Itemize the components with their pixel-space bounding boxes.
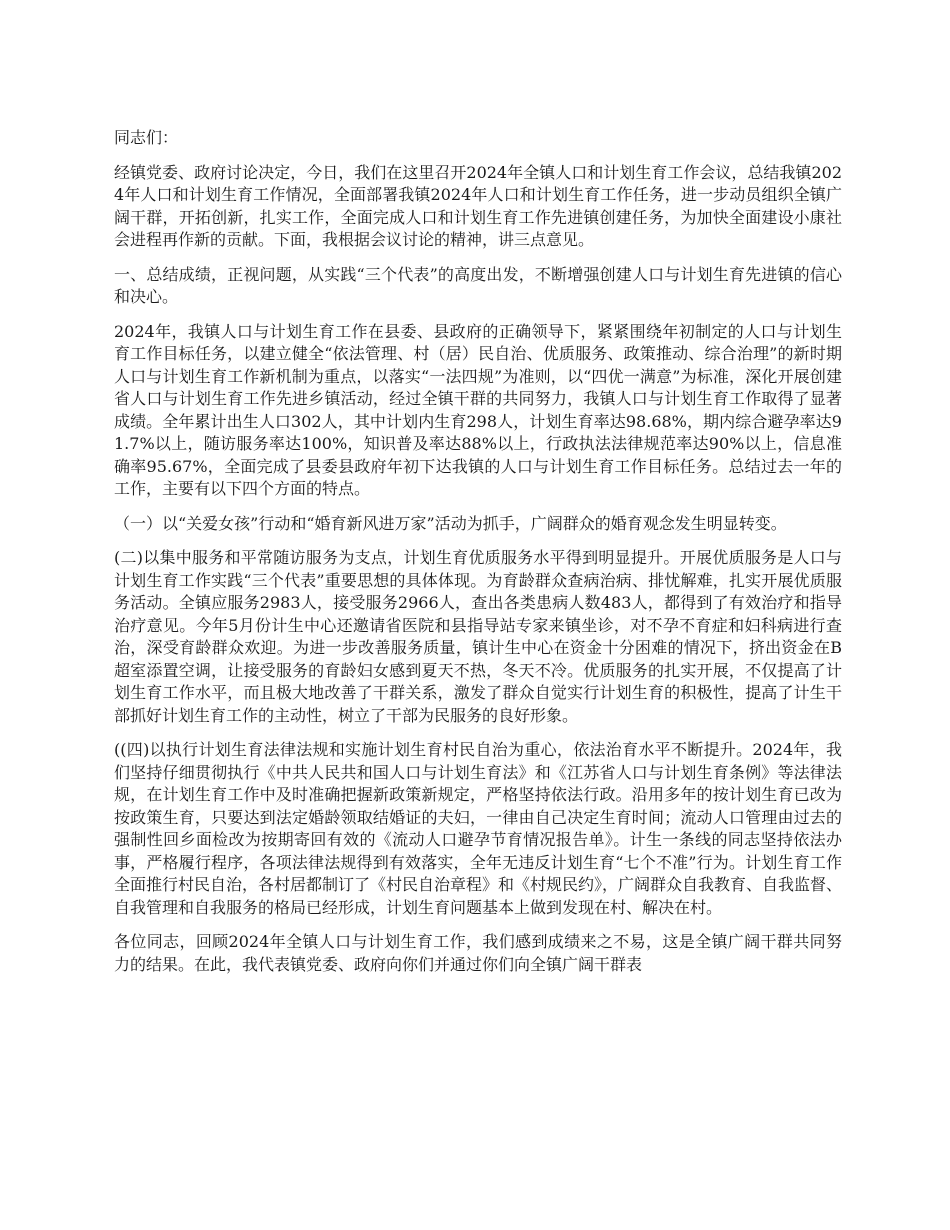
- salutation: 同志们：: [114, 128, 179, 147]
- document-body: [114, 127, 842, 988]
- subsection-2: (二)以集中服务和平常随访服务为支点，计划生育优质服务水平得到明显提升。开展优质服务是人口与计划生育工作实践“三个代表”重要思想的具体体现。为育龄群众查病治病、排忧解难，扎实开展优质服务活动。全镇应服务2983人，接受服务2966人，查出各类患病人数483人，都得到了有效治疗和指导治疗意见。今年5月份计生中心还邀请省医院和县指导站专家来镇坐诊，对不孕不育症和妇科病进行查治，深受育龄群众欢迎。为进一步改善服务质量，镇计生中心在资金十分困难的情况下，挤出资金在B超室添置空调，让接受服务的育龄妇女感到夏天不热，冬天不冷。优质服务的扎实开展，不仅提高了计划生育工作水平，而且极大地改善了干群关系，激发了群众自觉实行计划生育的积极性，提高了计生干部抓好计划生育工作的主动性，树立了干部为民服务的良好形象。: [114, 548, 842, 725]
- subsection-1: （一）以“关爱女孩”行动和“婚育新风进万家”活动为抓手，广阔群众的婚育观念发生明显转变。: [114, 513, 787, 533]
- paragraph-review: 各位同志，回顾2024年全镇人口与计划生育工作，我们感到成绩来之不易，这是全镇广阔干群共同努力的结果。在此，我代表镇党委、政府向你们并通过你们向全镇广阔干群表: [114, 932, 842, 974]
- paragraph-opening: 经镇党委、政府讨论决定，今日，我们在这里召开2024年全镇人口和计划生育工作会议，总结我镇2024年人口和计划生育工作情况，全面部署我镇2024年人口和计划生育工作任务，进一步动员组织全镇广阔干群，开拓创新，扎实工作，全面完成人口和计划生育工作先进镇创建任务，为加快全面建设小康社会进程再作新的贡献。下面，我根据会议讨论的精神，讲三点意见。: [114, 162, 842, 249]
- section-heading-1: 一、总结成绩，正视问题，从实践“三个代表”的高度出发，不断增强创建人口与计划生育先进镇的信心和决心。: [114, 264, 842, 306]
- subsection-4: ((四)以执行计划生育法律法规和实施计划生育村民自治为重心，依法治育水平不断提升。2024年，我们坚持仔细贯彻执行《中共人民共和国人口与计划生育法》和《江苏省人口与计划生育条例》等法律法规，在计划生育工作中及时准确把握新政策新规定，严格坚持依法行政。沿用多年的按计划生育已改为按政策生育，只要达到法定婚龄领取结婚证的夫妇，一律由自己决定生育时间；流动人口管理由过去的强制性回乡面检改为按期寄回有效的《流动人口避孕节育情况报告单》。计生一条线的同志坚持依法办事，严格履行程序，各项法律法规得到有效落实，全年无违反计划生育“七个不准”行为。计划生育工作全面推行村民自治，各村居都制订了《村民自治章程》和《村规民约》，广阔群众自我教育、自我监督、自我管理和自我服务的格局已经形成，计划生育问题基本上做到发现在村、解决在村。: [114, 740, 843, 917]
- paragraph-achievements: 2024年，我镇人口与计划生育工作在县委、县政府的正确领导下，紧紧围绕年初制定的人口与计划生育工作目标任务，以建立健全“依法管理、村（居）民自治、优质服务、政策推动、综合治理”的新时期人口与计划生育工作新机制为重点，以落实“一法四规”为准则，以“四优一满意”为标准，深化开展创建省人口与计划生育工作先进乡镇活动，经过全镇干群的共同努力，我镇人口与计划生育工作取得了显著成绩。全年累计出生人口302人，其中计划内生育298人，计划生育率达98.68%，期内综合避孕率达91.7%以上，随访服务率达100%，知识普及率达88%以上，行政执法法律规范率达90%以上，信息准确率95.67%，全面完成了县委县政府年初下达我镇的人口与计划生育工作目标任务。总结过去一年的工作，主要有以下四个方面的特点。: [114, 321, 842, 498]
